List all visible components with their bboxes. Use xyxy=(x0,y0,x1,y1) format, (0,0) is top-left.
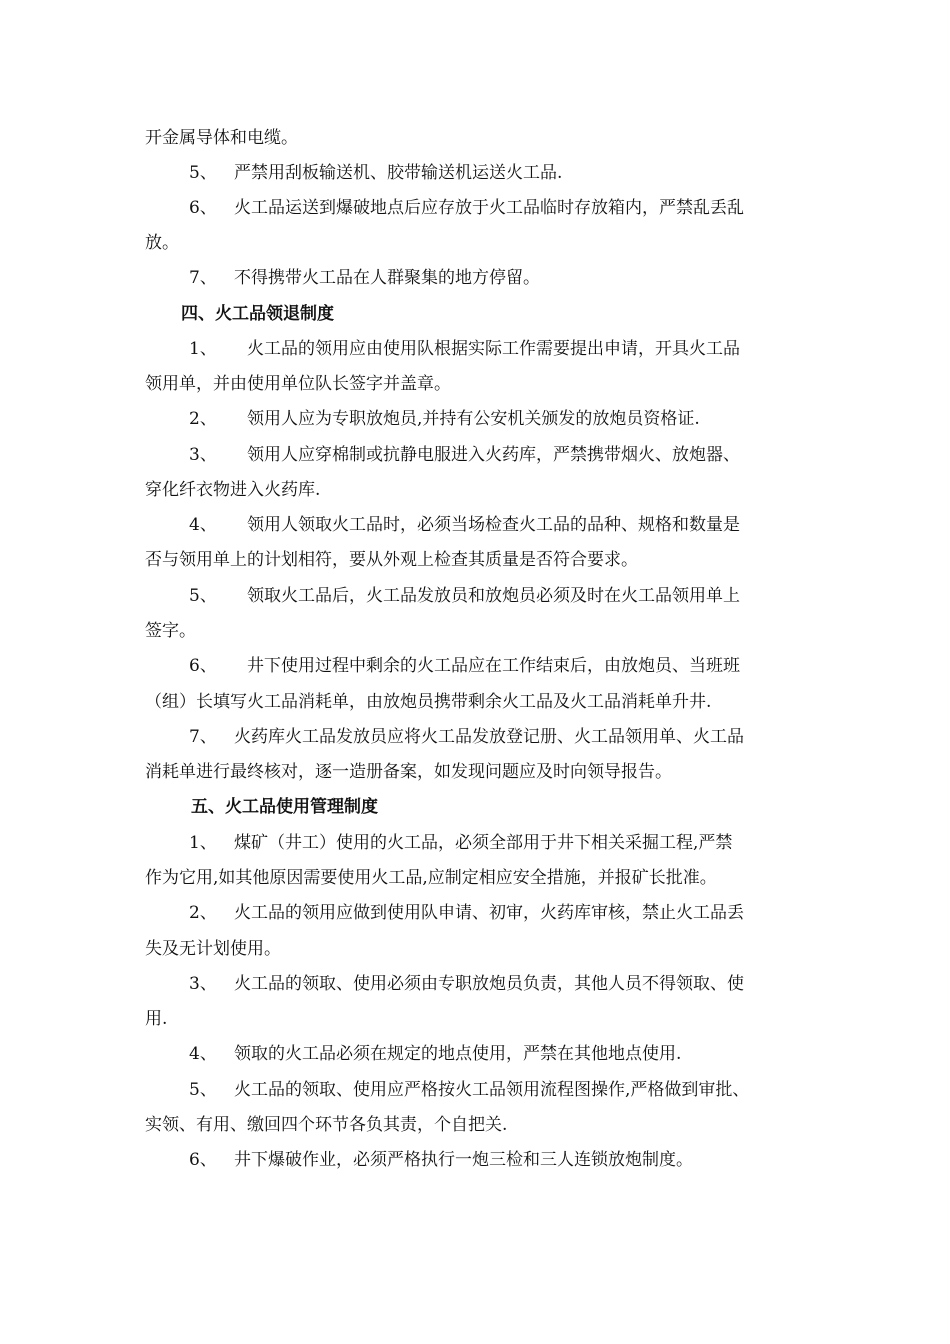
list-item xyxy=(145,406,859,432)
line-text: （组）长填写火工品消耗单，由放炮员携带剩余火工品及火工品消耗单升井. xyxy=(145,692,712,712)
item-text: 火药库火工品发放员应将火工品发放登记册、火工品领用单、火工品 xyxy=(234,727,744,747)
line-text: 实领、有用、缴回四个环节各负其责，个自把关. xyxy=(145,1115,508,1135)
text-line xyxy=(145,371,815,397)
list-item xyxy=(145,442,859,468)
heading-text: 五、火工品使用管理制度 xyxy=(191,797,378,817)
item-text: 火工品运送到爆破地点后应存放于火工品临时存放箱内，严禁乱丢乱 xyxy=(234,198,744,218)
text-line xyxy=(145,125,815,151)
list-item xyxy=(145,1077,859,1103)
text-line xyxy=(145,865,815,891)
item-number: 1、 xyxy=(189,339,217,359)
line-text: 开金属导体和电缆。 xyxy=(145,128,298,148)
item-number: 5、 xyxy=(189,1080,217,1100)
text-line xyxy=(145,477,815,503)
item-number: 3、 xyxy=(189,974,217,994)
item-text: 井下使用过程中剩余的火工品应在工作结束后，由放炮员、当班班 xyxy=(247,656,740,676)
item-number: 5、 xyxy=(189,163,217,183)
line-text: 领用单，并由使用单位队长签字并盖章。 xyxy=(145,374,451,394)
line-text: 用. xyxy=(145,1009,168,1029)
item-text: 领取的火工品必须在规定的地点使用，严禁在其他地点使用. xyxy=(234,1044,682,1064)
text-line xyxy=(145,689,815,715)
item-number: 6、 xyxy=(189,198,217,218)
line-text: 放。 xyxy=(145,233,179,253)
text-line xyxy=(145,936,815,962)
line-text: 否与领用单上的计划相符，要从外观上检查其质量是否符合要求。 xyxy=(145,550,638,570)
list-item xyxy=(145,195,859,221)
line-text: 作为它用,如其他原因需要使用火工品,应制定相应安全措施，并报矿长批准。 xyxy=(145,868,717,888)
list-item xyxy=(145,653,859,679)
text-line xyxy=(145,230,815,256)
item-number: 1、 xyxy=(189,833,217,853)
item-text: 火工品的领取、使用应严格按火工品领用流程图操作,严格做到审批、 xyxy=(234,1080,750,1100)
item-text: 火工品的领用应做到使用队申请、初审，火药库审核，禁止火工品丢 xyxy=(234,903,744,923)
list-item xyxy=(145,512,859,538)
item-text: 领取火工品后，火工品发放员和放炮员必须及时在火工品领用单上 xyxy=(247,586,740,606)
item-text: 领用人领取火工品时，必须当场检查火工品的品种、规格和数量是 xyxy=(247,515,740,535)
item-text: 火工品的领取、使用必须由专职放炮员负责，其他人员不得领取、使 xyxy=(234,974,744,994)
list-item xyxy=(145,1147,859,1173)
item-text: 严禁用刮板输送机、胶带输送机运送火工品. xyxy=(234,163,563,183)
item-number: 7、 xyxy=(189,268,217,288)
text-line xyxy=(145,759,815,785)
section-heading xyxy=(145,794,861,820)
list-item xyxy=(145,160,859,186)
line-text: 失及无计划使用。 xyxy=(145,939,281,959)
list-item xyxy=(145,900,859,926)
item-number: 2、 xyxy=(189,903,217,923)
list-item xyxy=(145,265,859,291)
list-item xyxy=(145,1041,859,1067)
heading-text: 四、火工品领退制度 xyxy=(181,304,334,324)
item-number: 5、 xyxy=(189,586,217,606)
item-number: 6、 xyxy=(189,1150,217,1170)
line-text: 消耗单进行最终核对，逐一造册备案，如发现问题应及时向领导报告。 xyxy=(145,762,672,782)
list-item xyxy=(145,336,859,362)
item-number: 2、 xyxy=(189,409,217,429)
item-text: 领用人应穿棉制或抗静电服进入火药库，严禁携带烟火、放炮器、 xyxy=(247,445,740,465)
item-text: 不得携带火工品在人群聚集的地方停留。 xyxy=(234,268,540,288)
text-line xyxy=(145,1006,815,1032)
section-heading xyxy=(145,301,851,327)
item-number: 4、 xyxy=(189,515,217,535)
text-line xyxy=(145,547,815,573)
item-text: 领用人应为专职放炮员,并持有公安机关颁发的放炮员资格证. xyxy=(247,409,700,429)
item-number: 3、 xyxy=(189,445,217,465)
list-item xyxy=(145,724,859,750)
text-line xyxy=(145,618,815,644)
item-text: 火工品的领用应由使用队根据实际工作需要提出申请，开具火工品 xyxy=(247,339,740,359)
line-text: 签字。 xyxy=(145,621,196,641)
item-text: 井下爆破作业，必须严格执行一炮三检和三人连锁放炮制度。 xyxy=(234,1150,693,1170)
list-item xyxy=(145,971,859,997)
item-number: 4、 xyxy=(189,1044,217,1064)
line-text: 穿化纤衣物进入火药库. xyxy=(145,480,321,500)
item-number: 7、 xyxy=(189,727,217,747)
text-line xyxy=(145,1112,815,1138)
list-item xyxy=(145,830,859,856)
item-text: 煤矿（井工）使用的火工品，必须全部用于井下相关采掘工程,严禁 xyxy=(234,833,733,853)
list-item xyxy=(145,583,859,609)
item-number: 6、 xyxy=(189,656,217,676)
